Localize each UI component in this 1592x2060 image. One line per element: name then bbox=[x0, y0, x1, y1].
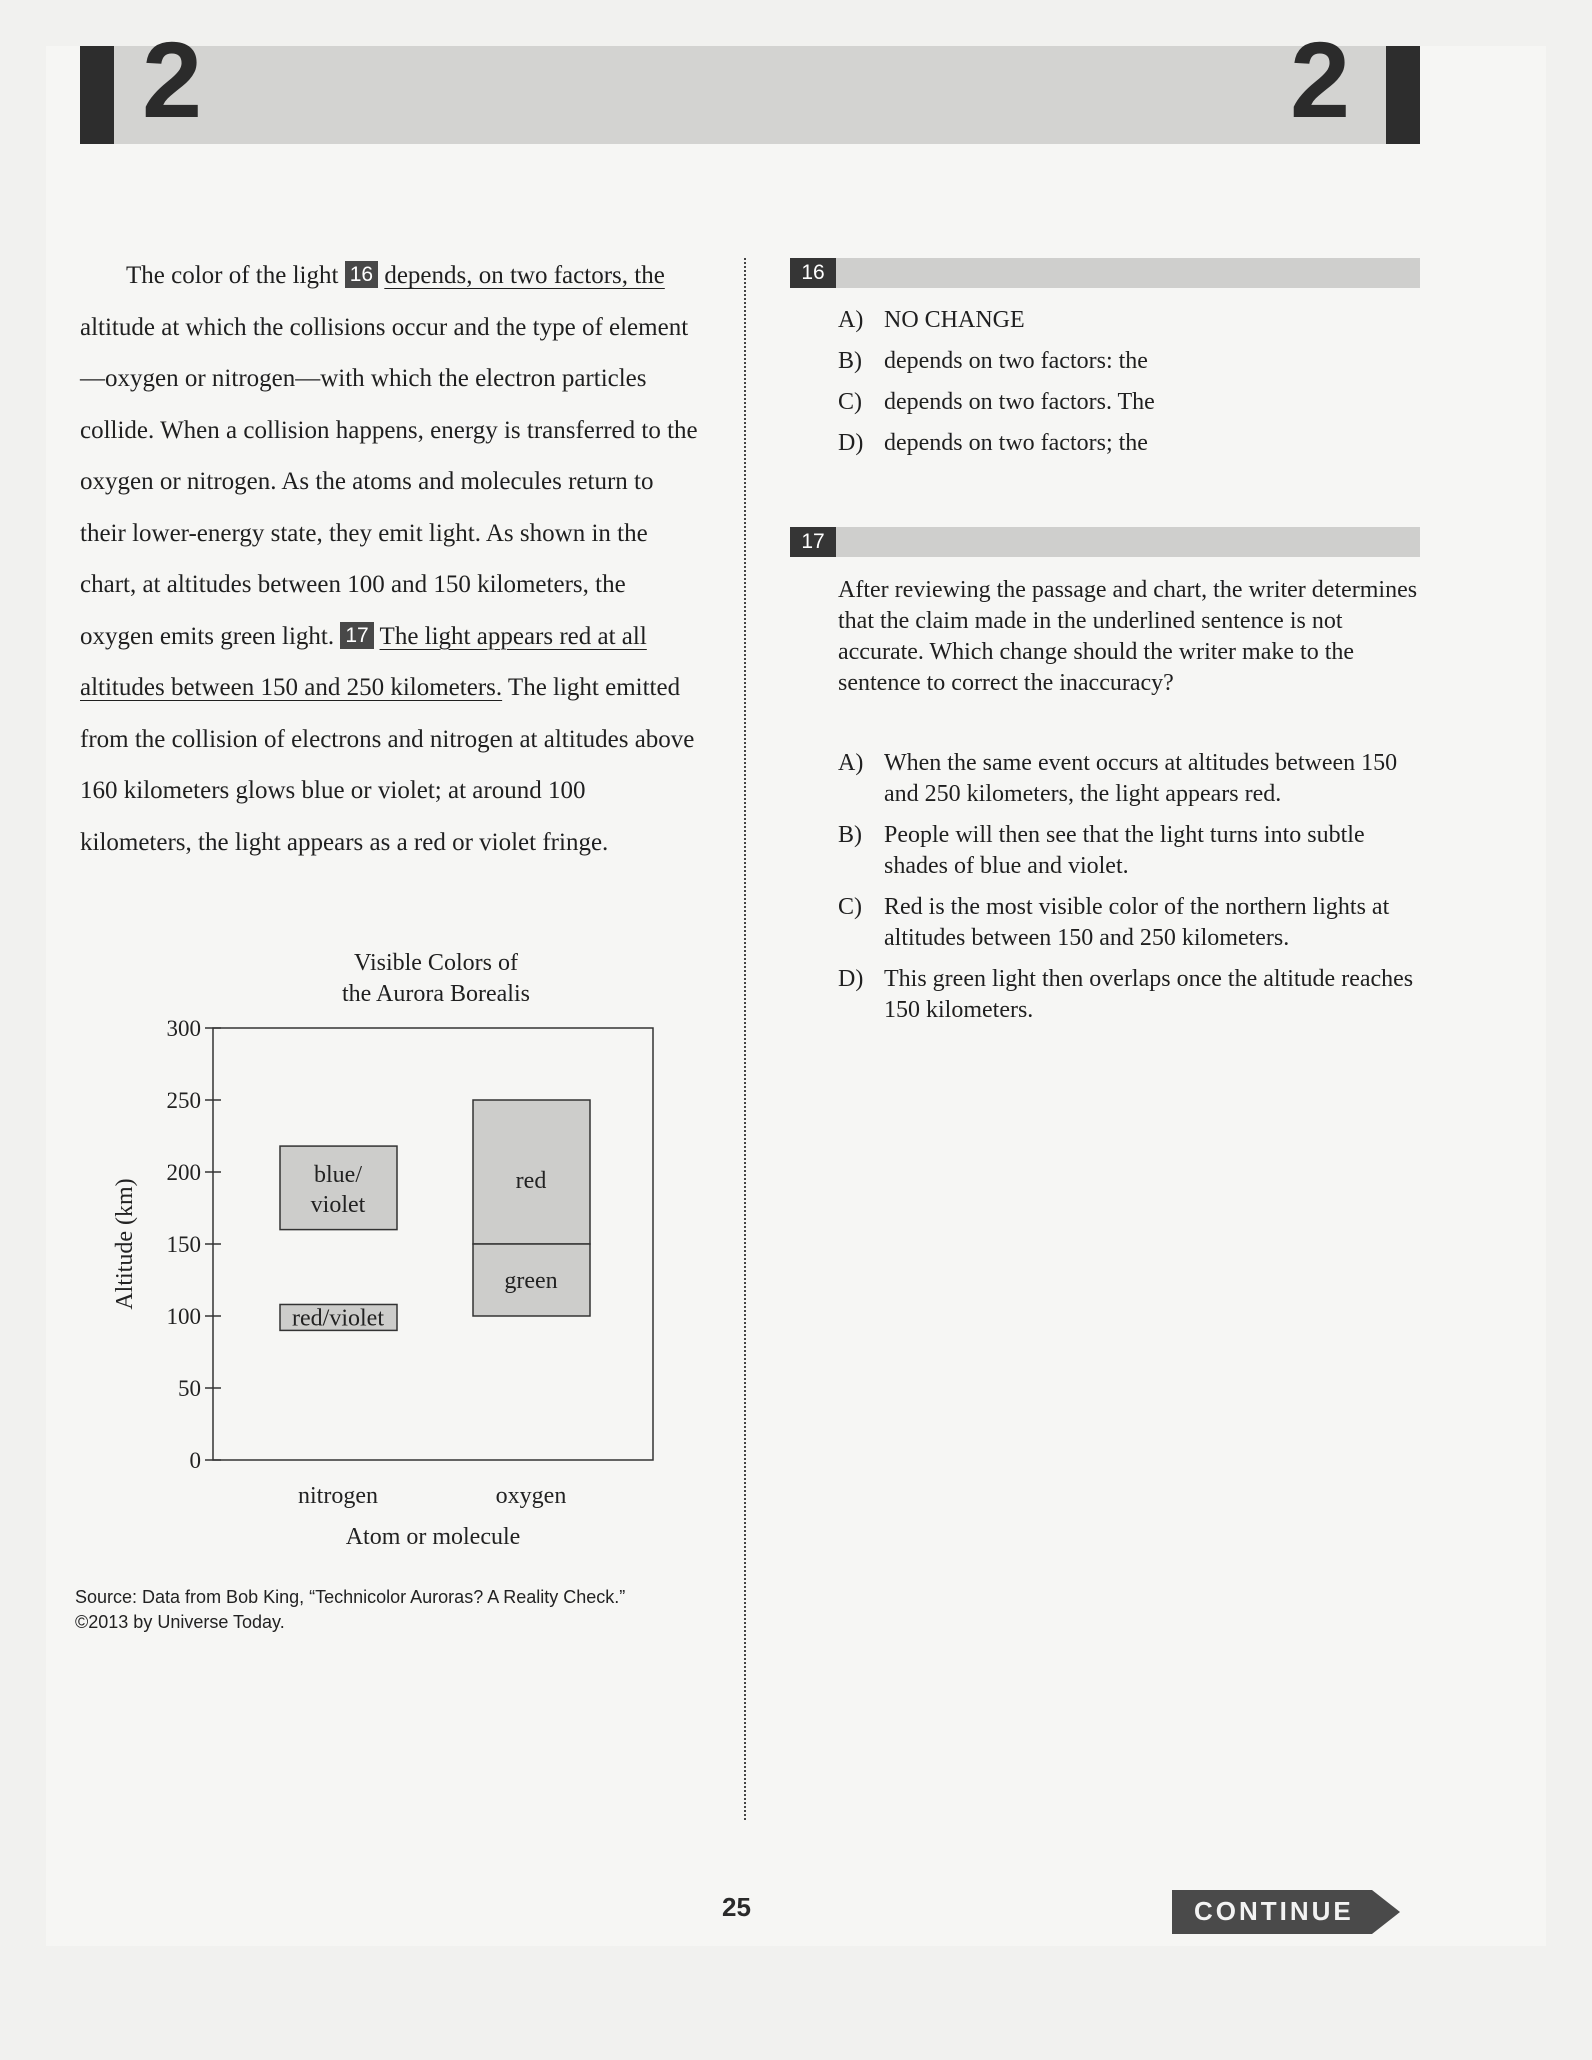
answer-option-17c[interactable] bbox=[838, 892, 1428, 954]
question-17-number: 17 bbox=[790, 527, 836, 557]
section-header-band bbox=[80, 46, 1420, 144]
x-category-label: oxygen bbox=[495, 1483, 567, 1509]
continue-button[interactable] bbox=[1172, 1890, 1400, 1934]
column-divider bbox=[744, 258, 746, 1820]
answer-option-16d[interactable] bbox=[838, 423, 1428, 464]
answer-option-17a[interactable] bbox=[838, 748, 1428, 810]
passage-text-3: The light emitted from the collision of electrons and nitrogen at altitudes above 160 kilometers glows blue or violet; at around 100 kilometers, the light appears as a red or violet fringe. bbox=[80, 674, 695, 856]
underlined-phrase-16: depends, on two factors, the bbox=[384, 262, 665, 289]
section-number-left: 2 bbox=[142, 19, 203, 140]
range-label: red/violet bbox=[292, 1305, 384, 1332]
y-tick-label: 0 bbox=[189, 1448, 201, 1473]
question-17-header bbox=[790, 527, 1420, 557]
y-axis-label: Altitude (km) bbox=[112, 1178, 138, 1310]
header-bar-right bbox=[1386, 46, 1420, 144]
option-text: depends on two factors; the bbox=[884, 430, 1148, 456]
question-16-header bbox=[790, 258, 1420, 288]
question-17-options bbox=[838, 748, 1428, 1036]
option-letter: B) bbox=[838, 822, 862, 848]
chart-source bbox=[75, 1585, 695, 1635]
range-label: violet bbox=[310, 1191, 366, 1218]
option-text: Red is the most visible color of the northern lights at altitudes between 150 and 250 kilometers. bbox=[884, 894, 1390, 951]
option-text: When the same event occurs at altitudes between 150 and 250 kilometers, the light appears red. bbox=[884, 750, 1398, 807]
section-number-right: 2 bbox=[1290, 19, 1351, 140]
aurora-chart bbox=[110, 1015, 670, 1555]
option-letter: D) bbox=[838, 966, 864, 992]
option-letter: A) bbox=[838, 307, 864, 333]
source-line1: Source: Data from Bob King, “Technicolor Auroras? A Reality Check.” bbox=[75, 1587, 626, 1607]
y-tick-label: 250 bbox=[166, 1088, 201, 1113]
underlined-sentence-17: The light appears red at all altitudes between 150 and 250 kilometers. bbox=[80, 622, 647, 701]
range-label: red bbox=[515, 1168, 547, 1194]
answer-option-17b[interactable] bbox=[838, 820, 1428, 882]
passage bbox=[80, 250, 700, 868]
answer-option-17d[interactable] bbox=[838, 964, 1428, 1026]
continue-label: CONTINUE bbox=[1194, 1896, 1354, 1926]
option-letter: D) bbox=[838, 430, 864, 456]
y-tick-label: 50 bbox=[178, 1376, 201, 1401]
passage-paragraph bbox=[80, 250, 700, 868]
chart-title-line2: the Aurora Borealis bbox=[342, 981, 530, 1007]
y-tick-label: 100 bbox=[166, 1304, 201, 1329]
option-text: People will then see that the light turns into subtle shades of blue and violet. bbox=[884, 822, 1365, 879]
range-label: green bbox=[504, 1268, 558, 1294]
answer-option-16b[interactable] bbox=[838, 341, 1428, 382]
header-bar-left bbox=[80, 46, 114, 144]
option-letter: C) bbox=[838, 894, 862, 920]
option-letter: C) bbox=[838, 389, 862, 415]
x-axis-label: Atom or molecule bbox=[345, 1524, 521, 1550]
option-letter: A) bbox=[838, 750, 864, 776]
question-marker-17[interactable]: 17 bbox=[340, 622, 373, 649]
option-text: NO CHANGE bbox=[884, 307, 1025, 333]
range-label: blue/ bbox=[314, 1161, 362, 1188]
passage-text-1: The color of the light bbox=[126, 262, 345, 289]
chart-title-line1: Visible Colors of bbox=[354, 950, 518, 976]
option-text: This green light then overlaps once the altitude reaches 150 kilometers. bbox=[884, 966, 1414, 1023]
option-letter: B) bbox=[838, 348, 862, 374]
option-text: depends on two factors. The bbox=[884, 389, 1155, 415]
question-17-stem: After reviewing the passage and chart, the writer determines that the claim made in the underlined sentence is not accurate. Which change should the writer make to the sentence to correct the inaccuracy? bbox=[838, 577, 1418, 696]
question-marker-16[interactable]: 16 bbox=[345, 261, 378, 288]
x-category-label: nitrogen bbox=[298, 1483, 378, 1509]
source-line2: ©2013 by Universe Today. bbox=[75, 1612, 285, 1632]
page-number: 25 bbox=[722, 1892, 751, 1922]
passage-text-2: altitude at which the collisions occur and the type of element—oxygen or nitrogen—with which the electron particles collide. When a collision happens, energy is transferred to the oxygen or nitrogen. As the atoms and molecules return to their lower-energy state, they emit light. As shown in the chart, at altitudes between 100 and 150 kilometers, the oxygen emits green light. bbox=[80, 313, 698, 650]
question-16-number: 16 bbox=[790, 258, 836, 288]
y-tick-label: 300 bbox=[166, 1016, 201, 1041]
answer-option-16a[interactable] bbox=[838, 300, 1428, 341]
chart-title bbox=[260, 948, 612, 1010]
question-16-options bbox=[838, 300, 1428, 464]
y-tick-label: 150 bbox=[166, 1232, 201, 1257]
answer-option-16c[interactable] bbox=[838, 382, 1428, 423]
option-text: depends on two factors: the bbox=[884, 348, 1148, 374]
y-tick-label: 200 bbox=[166, 1160, 201, 1185]
